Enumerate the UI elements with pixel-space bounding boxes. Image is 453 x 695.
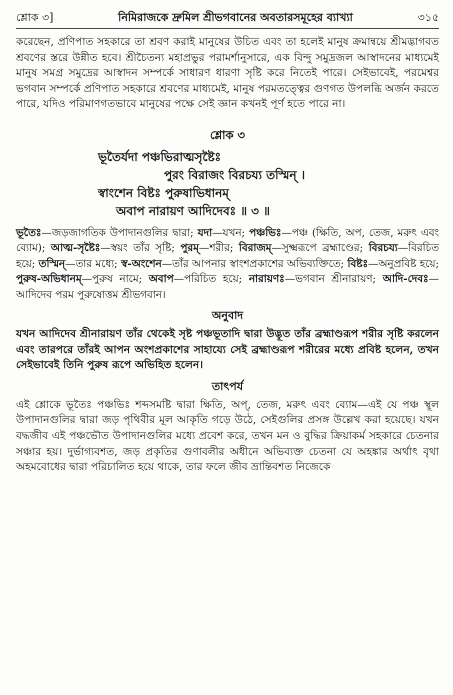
synonym-term: আদি-দেবঃ bbox=[382, 273, 429, 286]
synonym-term: বিরাজম্ bbox=[238, 242, 272, 255]
verse-line-4: অবাপ নারায়ণ আদিদেবঃ ॥ ৩ ॥ bbox=[116, 203, 270, 218]
synonym-meaning: —তার মধ্যে; bbox=[65, 257, 122, 270]
synonyms-paragraph bbox=[16, 226, 439, 303]
synonym-meaning: —ভগবান শ্রীনারায়ণ; bbox=[284, 273, 383, 286]
synonym-term: ভূতৈঃ bbox=[16, 226, 42, 239]
purport-text: এই শ্লোকে ভূতৈঃ পঞ্চভিঃ শব্দসমষ্টি দ্বারা ক্ষিতি, অপ্, তেজ, মরুৎ এবং ব্যোম—এই যে পঞ্চ স্থূল উপাদানগুলির দ্বারা জড় পৃথিবীর মূল আকৃতি গড়ে উঠে, সেইগুলির প্রসঙ্গ উল্লেখ করা হয়েছে। যখন বদ্ধজীব এই পঞ্চভৌত উপাদানগুলির মধ্যে প্রবেশ করে, তখন মন ও বুদ্ধির ক্রিয়াকর্ম সহকারে চেতনার সঞ্চার হয়। দুর্ভাগ্যবশত, জড় প্রকৃতির গুণাবলীর অধীনে অভিব্যক্ত চেতনা যে অহঙ্কার অর্থাৎ বৃথা অহমবোধের দ্বারা পরিচালিত হয়ে থাকে, তার ফলে জীব ভ্রান্তিবশত নিজেকে bbox=[16, 398, 439, 474]
verse-line-3: স্বাংশেন বিষ্টঃ পুরুষাভিধানম্ bbox=[98, 185, 229, 200]
synonym-term: পুরুষ-অভিধানম্ bbox=[16, 273, 82, 286]
synonym-meaning: —সুক্ষ্মরূপে ব্রহ্মাণ্ডের; bbox=[271, 242, 369, 255]
synonym-term: আত্ম-সৃষ্টৈঃ bbox=[50, 242, 101, 255]
synonym-term: নারায়ণঃ bbox=[248, 273, 285, 286]
verse-line-2: পুরং বিরাজং বিরচয্য তস্মিন্ । bbox=[164, 167, 306, 182]
header-verse-ref: শ্লোক ৩] bbox=[16, 11, 54, 24]
synonym-term: অবাপ bbox=[148, 273, 174, 286]
synonym-meaning: —তাঁর আপনার স্বাংশপ্রকাশের অভিব্যক্তিতে; bbox=[161, 257, 348, 270]
synonym-term: বিষ্টঃ bbox=[347, 257, 368, 270]
translation-text: যখন আদিদেব শ্রীনারায়ণ তাঁর থেকেই সৃষ্ট পঞ্চভূতাদি দ্বারা উদ্ভূত তাঁর ব্রহ্মাণ্ডরূপ শরীর সৃষ্টি করলেন এবং তারপরে তাঁরই আপন অংশপ্রকাশের সাহায্যে সেই ব্রহ্মাণ্ডরূপ শরীরের মধ্যে প্রবিষ্ট হলেন, তখন সেইভাবেই তিনি পুরুষ রূপে অভিহিত হলেন। bbox=[16, 328, 439, 372]
synonym-term: যদা bbox=[197, 226, 213, 239]
verse-line-1: ভূতৈর্যদা পঞ্চভিরাত্মসৃষ্টৈঃ bbox=[98, 149, 222, 164]
synonym-meaning: —জড়জাগতিক উপাদানগুলির দ্বারা; bbox=[41, 226, 198, 239]
synonym-meaning: —পঞ্চ (ক্ষিতি, অপ, তেজ, মরুৎ এবং ব্যোম); bbox=[16, 226, 439, 255]
synonym-term: পঞ্চভিঃ bbox=[249, 226, 282, 239]
page-number: ৩১৫ bbox=[417, 11, 439, 24]
synonym-meaning: —পুরুষ নামে; bbox=[81, 273, 149, 286]
page-header bbox=[16, 10, 439, 29]
synonym-term: তস্মিন্ bbox=[38, 257, 66, 270]
synonym-meaning: —স্বয়ং তাঁর সৃষ্টি; bbox=[100, 242, 181, 255]
verse-heading: শ্লোক ৩ bbox=[209, 127, 246, 142]
translation-heading: অনুবাদ bbox=[211, 309, 244, 322]
purport-heading: তাৎপর্য bbox=[211, 379, 244, 393]
synonym-meaning: —পরিচিত হয়ে; bbox=[173, 273, 249, 286]
synonym-meaning: —যখন; bbox=[212, 226, 250, 239]
synonym-meaning: —অনুপ্রবিষ্ট হয়ে; bbox=[368, 257, 439, 270]
synonym-term: বিরচয্য bbox=[368, 242, 398, 255]
chapter-title: নিমিরাজকে দ্রুমিল শ্রীভগবানের অবতারসমূহের ব্যাখ্যা bbox=[118, 11, 353, 24]
intro-paragraph: করেছেন, প্রণিপাত সহকারে তা শ্রবণ করাই মানুষের উচিত এবং তা হলেই মানুষ ক্রমান্বয়ে শ্রীমদ্ভাগবত শ্রবণের স্তরে উন্নীত হবে। শ্রীচৈতন্য মহাপ্রভুর পরামর্শানুসারে, এক বিন্দু সমুদ্রজল আস্বাদনের মাধ্যমেই মানুষ সমগ্র সমুদ্রের আস্বাদন সম্পর্কে সাধারণ ধারণা সৃষ্টি করে নিতেই পারে। সেইভাবেই, পরমেশ্বর ভগবান সম্পর্কে প্রণিপাত সহকারে শ্রবণের মাধ্যমেই, মানুষ পরমতত্ত্বের গুণগত উপলব্ধি অর্জন করতে পারে, যদিও পরিমাণগতভাবে মানুষের পক্ষে সেই জ্ঞান কখনই পূর্ণ হতে পারে না। bbox=[16, 36, 439, 111]
synonym-meaning: —শরীর; bbox=[198, 242, 239, 255]
synonym-meaning: —আদিদেব পরম পুরুষোত্তম শ্রীভগবান। bbox=[16, 273, 439, 301]
synonym-term: স্ব-অংশেন bbox=[121, 257, 162, 270]
synonym-term: পুরম্ bbox=[180, 242, 199, 255]
synonym-meaning: —বিরচিত হয়ে; bbox=[16, 242, 440, 270]
